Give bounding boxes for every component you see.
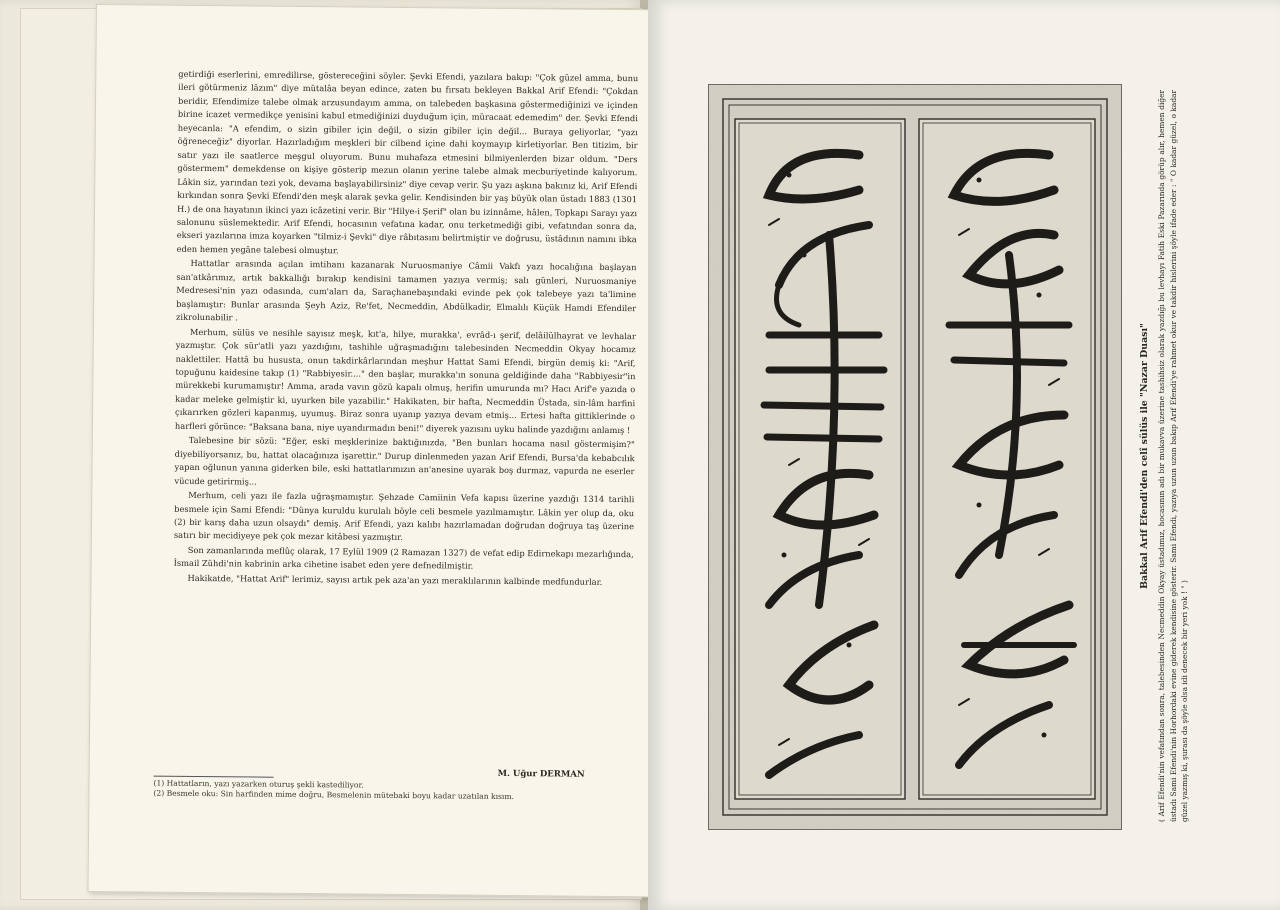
- paragraph: Talebesine bir sözü: "Eğer, eski meşklerinize baktığınızda, "Ben bunları hocama nasıl göstermişim?" diyebiliyorsanız, bu, hattat olacağınıza işarettir." Durup dinlenmeden yazan Arif Efendi, Bursa'da kebabcılık yapan oğlunun yanına giderken bile, eski hattatlarımızın an'anesine uyarak boş durmaz, vapurda ne eserler vücude getirirmiş...: [174, 435, 635, 487]
- author-signature: M. Uğur DERMAN: [497, 768, 585, 780]
- paragraph: Hattatlar arasında açılan imtihanı kazanarak Nuruosmaniye Câmii Vakfı yazı hocalığına başlayan san'atkârımız, artık bakkallığı bırakıp kendisini tamamen yazıya vermiş; salı günleri, Nuruosmaniye Medresesi'nin yazı odasında, cum'aları da, Saraçhanebaşındaki evinde pek çok talebeye yazı ta'limine başlamıştır: Bunlar arasında Şeyh Aziz, Re'fet, Necmeddin, Abdülkadir, Elmalılı Küçük Hamdi Efendiler zikrolunabilir .: [175, 258, 637, 323]
- caption-title: Bakkal Arif Efendi'den celî sülüs ile "Nazar Duası": [1139, 323, 1150, 589]
- paragraph: Merhum, sülüs ve nesihle sayısız meşk, kıt'a, hilye, murakka', evrâd-ı şerif, delâilülhayrat ve levhalar yazmıştır. Çok sür'atli yazı yazdığını, tashihle uğraşmadığını talebesinden Necmeddin Okyay hocamız naklettiler. Hattâ bu hususta, onun takdirkârlarından meşhur Hattat Sami Efendi, birgün demiş ki: "Arif, topuğunu kaidesine takıp (1) "Rabbiyesir...." den başlar, murakka'ın sonuna geldiğinde daha "Rabbiyesir"in mürekkebi kurumamıştır! Amma, arada vavın gözü kapalı olmuş, herifin umurunda mı? Hacı Arif'e yazıda o kadar meleke gelmiştir ki, uyurken bile yazabilir." Hakikaten, bir hafta, Necmeddin Üstada, sin-lâm harfini çıkarırken gözleri kapanmış, uyumuş. Biraz sonra uyanıp yazıya devam etmiş... Ertesi hafta gittiklerinde o harfleri görünce: "Baksana bana, niye uyandırmadın beni!" diyerek yazısını uyku halinde yazdığını anlamış !: [174, 326, 636, 435]
- right-plate-page: [648, 0, 1280, 910]
- paragraph: Merhum, celi yazı ile fazla uğraşmamıştır. Şehzade Camiinin Vefa kapısı üzerine yazdığı 1314 tarihli besmele için Sami Efendi: "Dünya kuruldu kurulalı böyle celi besmele yazılmamıştır. Lâkin yer olup da, oku (2) bir karış daha uzun olsaydı" demiş. Arif Efendi, yazı kalıbı hazırlamadan doğrudan doğruya taş üzerine satırı bir mecidiyeye pek çok mezar kitâbesi yazmıştır.: [173, 489, 635, 543]
- footnote: (1) Hattatların, yazı yazarken oturuş şekli kastediliyor.: [153, 778, 364, 790]
- calligraphy-plate-image: [708, 84, 1122, 830]
- footnotes: [153, 779, 623, 804]
- footnote: (2) Besmele oku: Sin harfinden mime doğru, Besmelenin mütebaki boyu kadar uzatılan kısım.: [153, 788, 515, 802]
- footnote-rule: [154, 776, 274, 778]
- paragraph: getirdiği eserlerini, emredilirse, göstereceğini söyler. Şevki Efendi, yazılara bakıp: "Çok güzel amma, bunu ileri götürmeniz lâzım" diye mütalâa beyan edince, zaten bu fırsatı bekleyen Bakkal Arif Efendi: "Çokdan beridir, Efendimize talebe olmak arzusundayım amma, on talebeden başkasına göstermediğinizi ve içinden birine icazet vermedikçe yenisini kabul etmediğinizi duyduğum için, müracaat edemedim" der. Şevki Efendi heyecanla: "A efendim, o sizin gibiler için değil, o sizin gibiler için değil... Buraya geliyorlar, "yazı öğreneceğiz" diyorlar. Hazırladığım meşkleri bir cilbend içine dahi koymayıp kirletiyorlar. Ben titizim, bir satır yazı ile saatlerce meşgul oluyorum. Bunu muhafaza etmesini bilmiyenlerden bizar oldum. "Ders göstermem" demekdense on kişiye gösterip mezun olanın yerine talebe almak mecburiyetinde kalıyorum. Lâkin siz, yarından tezi yok, devama başlayabilirsiniz" diye cevap verir. Şu yazı aşkına bakınız ki, Arif Efendi kırkından sonra Şevki Efendi'den meşk alarak şevka gelir. Kendisinden bir yaş büyük olan üstadı 1883 (1301 H.) de ona hayatının ikinci yazı icâzetini verir. Bir "Hilye-i Şerif" olan bu izinnâme, hâlen, Topkapı Sarayı yazı salonunu süslemektedir. Arif Efendi, hocasının vefatına kadar, onu terketmediği gibi, vefatından sonra da, ekseri yazılarına imza koyarken "tilmiz-i Şevki" diye râbıtasını belirtmiştir ve doğrusu, üstâdının namını ibka eden hemen yegâne talebesi olmuştur.: [176, 68, 639, 256]
- paragraph: Hakikatde, "Hattat Arif" lerimiz, sayısı artık pek aza'an yazı meraklılarının kalbinde medfundurlar.: [187, 572, 603, 587]
- paragraph: Son zamanlarında meflûç olarak, 17 Eylül 1909 (2 Ramazan 1327) de vefat edip Edirnekapı mezarlığında, İsmail Zühdi'nin kabrinin arka cihetine isabet eden yere defnedilmiştir.: [173, 544, 634, 571]
- article-text: [173, 68, 638, 590]
- calligraphy-illustration: [709, 85, 1121, 829]
- caption-body: ( Arif Efendi'nin vefatından sonra, talebesinden Necmeddin Okyay üstadımız, hocasının adı bir mukavva üzerine tashihsiz olarak yazdığı bu levhayı Fatih Eski Pazarında görüp alır, hemen diğer üstadı Sami Efendi'nin Horhordaki evine giderek kendisine gösterir. Sami Efendi, yazıya uzun uzun bakıp Arif Efendi'ye rahmet okur ve takdir hislerini şöyle ifade eder : " O kadar güzel, o kadar güzel yazmış ki, şurası da şöyle olsa idi denecek bir yeri yok ! " ): [1157, 90, 1190, 822]
- plate-caption: [1136, 84, 1236, 828]
- left-text-page: [87, 4, 671, 897]
